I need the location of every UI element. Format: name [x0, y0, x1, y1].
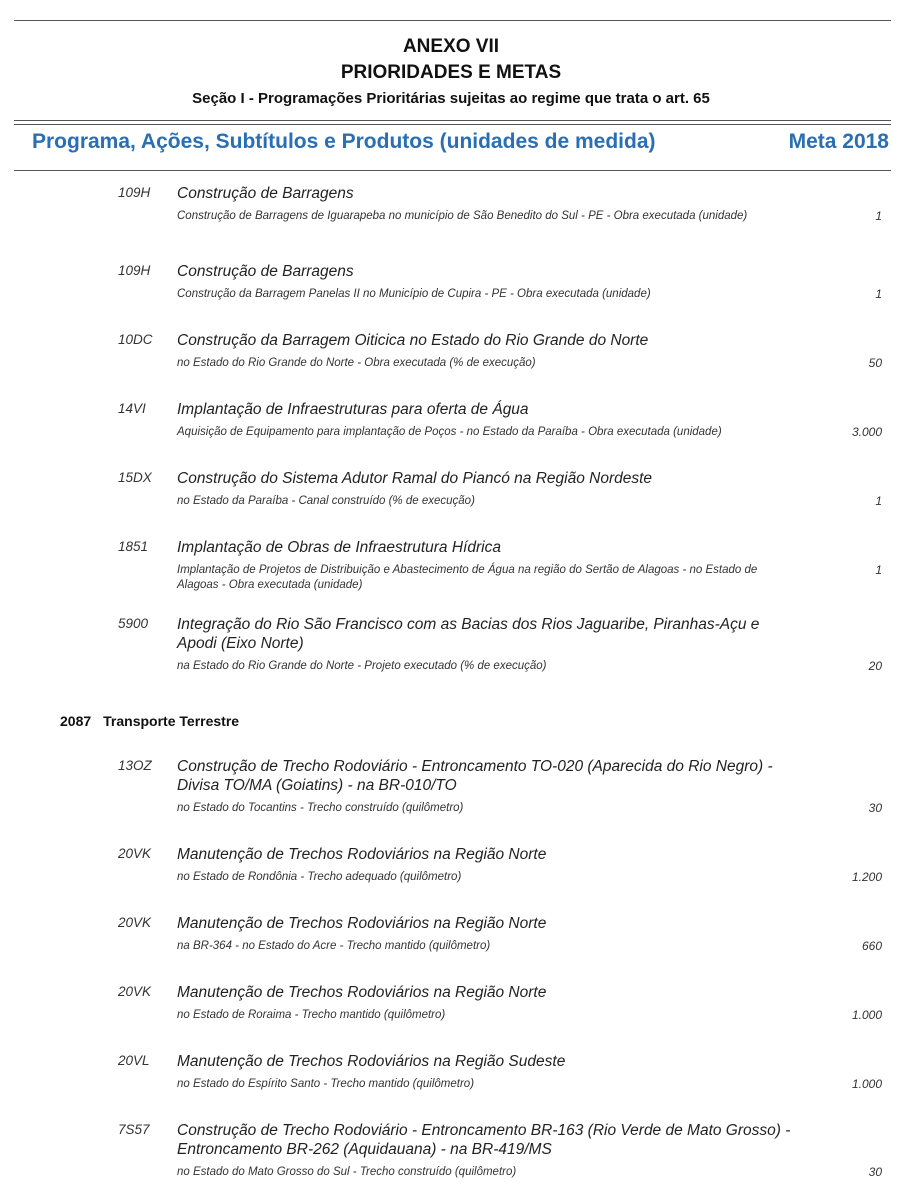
subtitle-product: no Estado do Tocantins - Trecho construído (quilômetro)	[177, 802, 464, 814]
action-code: 10DC	[118, 332, 153, 347]
meta-column-header: Meta 2018	[788, 130, 889, 153]
action-code: 5900	[118, 616, 149, 631]
meta-value: 30	[868, 1165, 882, 1179]
annex-label: ANEXO VII	[402, 36, 500, 57]
meta-value: 660	[861, 939, 882, 953]
meta-value: 1	[875, 563, 882, 577]
meta-value: 1	[875, 494, 882, 508]
action-code: 7S57	[118, 1122, 150, 1137]
meta-value: 30	[868, 801, 882, 815]
meta-value: 20	[868, 659, 882, 673]
document-title: PRIORIDADES E METAS	[340, 62, 562, 83]
program-name: Transporte Terrestre	[103, 713, 240, 729]
subtitle-product: Construção da Barragem Panelas II no Município de Cupira - PE - Obra executada (unidade)	[177, 288, 651, 300]
action-code: 20VK	[118, 984, 152, 999]
meta-value: 1.000	[851, 1077, 882, 1091]
action-title: Construção da Barragem Oiticica no Estado do Rio Grande do Norte	[177, 332, 649, 349]
subtitle-product: no Estado da Paraíba - Canal construído (% de execução)	[177, 495, 475, 507]
section-subtitle: Seção I - Programações Prioritárias sujeitas ao regime que trata o art. 65	[192, 90, 710, 107]
meta-value: 1.200	[851, 870, 882, 884]
action-title: Implantação de Infraestruturas para oferta de Água	[177, 401, 529, 418]
action-code: 1851	[118, 539, 149, 554]
action-title: Construção de Barragens	[177, 185, 354, 202]
header-rule-2	[14, 124, 891, 125]
program-column-header: Programa, Ações, Subtítulos e Produtos (unidades de medida)	[32, 130, 656, 153]
action-title: Integração do Rio São Francisco com as Bacias dos Rios Jaguaribe, Piranhas-Açu e Apodi (Eixo Norte)	[177, 616, 760, 652]
meta-value: 1	[875, 287, 882, 301]
action-title: Construção de Trecho Rodoviário - Entroncamento BR-163 (Rio Verde de Mato Grosso) - Entroncamento BR-262 (Aquidauana) - na BR-419/MS	[177, 1122, 791, 1158]
subtitle-product: Implantação de Projetos de Distribuição e Abastecimento de Água na região do Sertão de Alagoas - no Estado de Alagoas - Obra executada (unidade)	[177, 564, 758, 591]
meta-value: 1.000	[851, 1008, 882, 1022]
action-code: 109H	[118, 185, 151, 200]
action-title: Manutenção de Trechos Rodoviários na Região Norte	[177, 984, 547, 1001]
subtitle-product: na Estado do Rio Grande do Norte - Projeto executado (% de execução)	[177, 660, 547, 672]
header-rule-1	[14, 120, 891, 121]
action-title: Manutenção de Trechos Rodoviários na Região Norte	[177, 915, 547, 932]
action-code: 20VK	[118, 846, 152, 861]
action-title: Manutenção de Trechos Rodoviários na Região Norte	[177, 846, 547, 863]
subtitle-product: na BR-364 - no Estado do Acre - Trecho mantido (quilômetro)	[177, 940, 491, 952]
program-heading	[60, 713, 239, 729]
action-code: 20VL	[118, 1053, 150, 1068]
subtitle-product: no Estado do Mato Grosso do Sul - Trecho construído (quilômetro)	[177, 1166, 517, 1178]
action-code: 15DX	[118, 470, 152, 485]
subtitle-product: no Estado de Rondônia - Trecho adequado (quilômetro)	[177, 871, 462, 883]
action-code: 109H	[118, 263, 151, 278]
subtitle-product: no Estado do Espírito Santo - Trecho mantido (quilômetro)	[177, 1078, 475, 1090]
meta-value: 1	[875, 209, 882, 223]
action-code: 13OZ	[118, 758, 152, 773]
action-title: Implantação de Obras de Infraestrutura Hídrica	[177, 539, 501, 556]
subtitle-product: Aquisição de Equipamento para implantação de Poços - no Estado da Paraíba - Obra executada (unidade)	[177, 426, 722, 438]
action-title: Construção de Barragens	[177, 263, 354, 280]
meta-value: 50	[868, 356, 882, 370]
column-header-rule	[14, 170, 891, 171]
subtitle-product: no Estado do Rio Grande do Norte - Obra executada (% de execução)	[177, 357, 536, 369]
action-code: 20VK	[118, 915, 152, 930]
subtitle-product: no Estado de Roraima - Trecho mantido (quilômetro)	[177, 1009, 446, 1021]
top-rule	[14, 20, 891, 21]
meta-value: 3.000	[851, 425, 882, 439]
program-code: 2087	[60, 713, 92, 729]
action-code: 14VI	[118, 401, 146, 416]
action-title: Construção do Sistema Adutor Ramal do Piancó na Região Nordeste	[177, 470, 653, 487]
action-title: Construção de Trecho Rodoviário - Entroncamento TO-020 (Aparecida do Rio Negro) - Divisa TO/MA (Goiatins) - na BR-010/TO	[177, 758, 773, 794]
action-title: Manutenção de Trechos Rodoviários na Região Sudeste	[177, 1053, 566, 1070]
subtitle-product: Construção de Barragens de Iguarapeba no município de São Benedito do Sul - PE - Obra executada (unidade)	[177, 210, 748, 222]
